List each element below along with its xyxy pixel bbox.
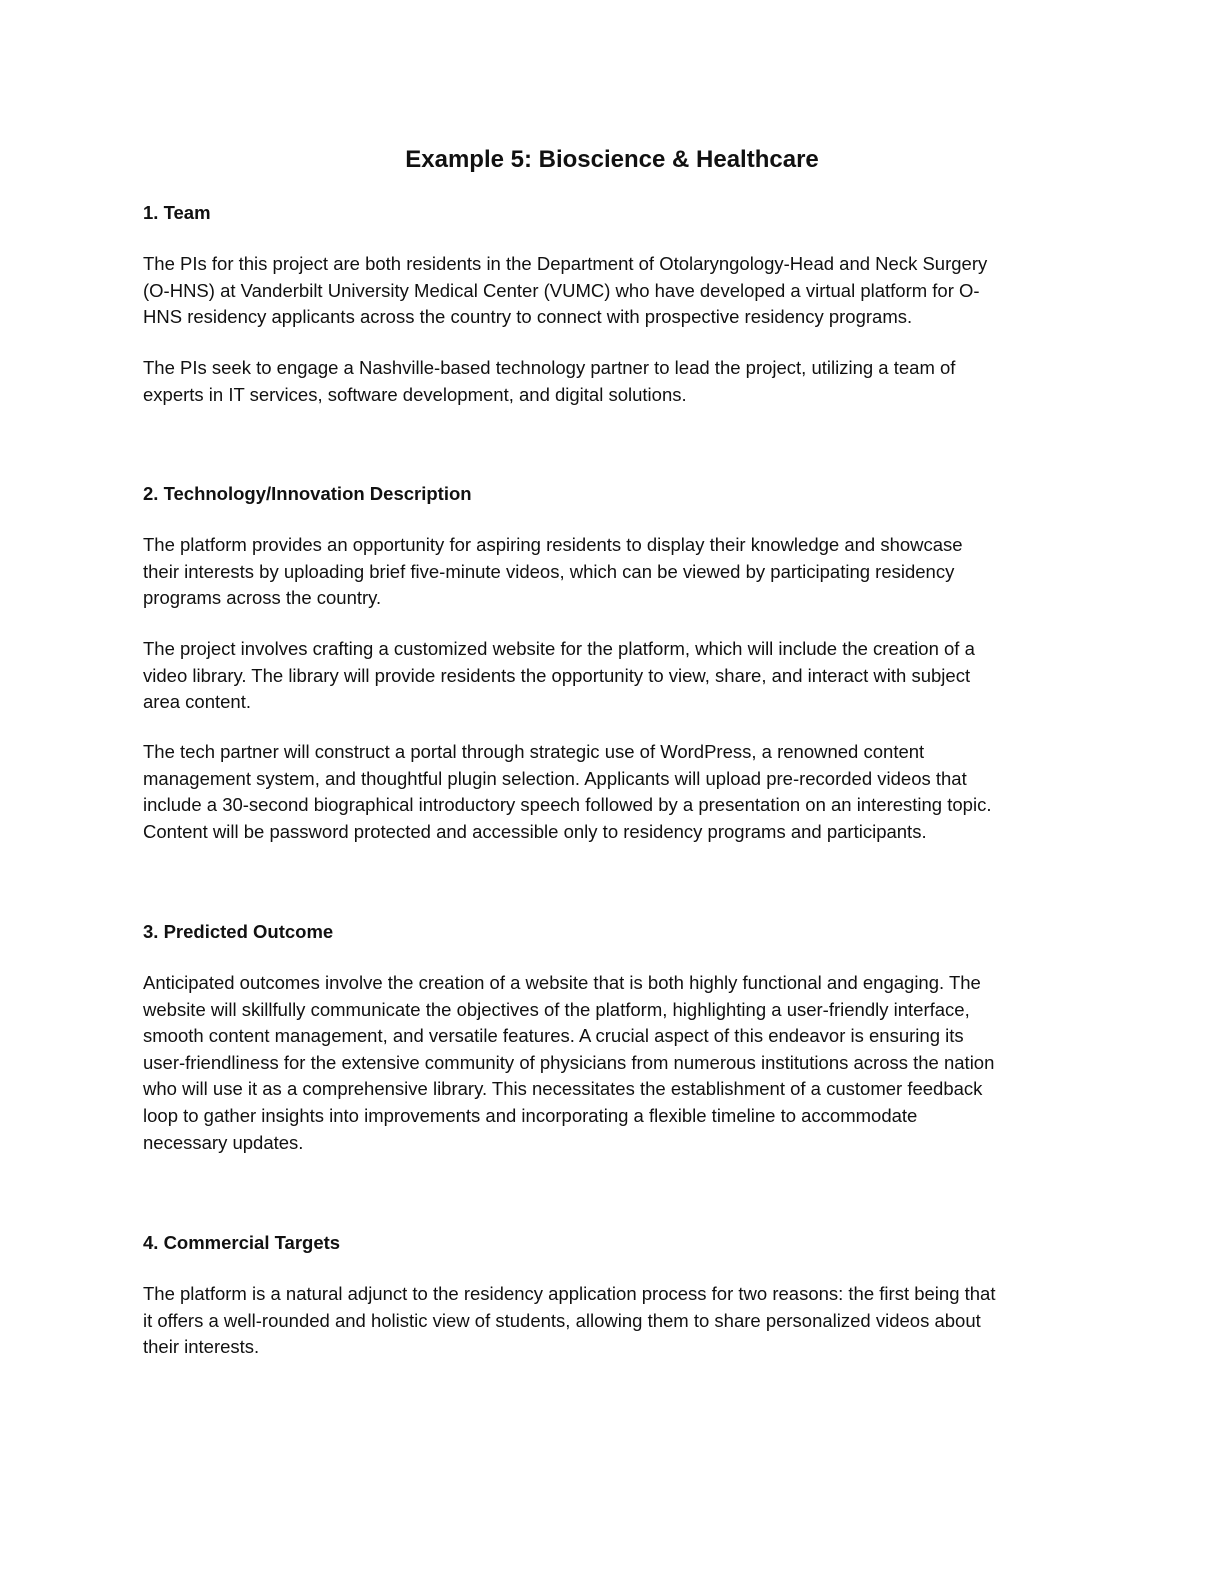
text-line: smooth content management, and versatile features. A crucial aspect of this endeavor is ensuring its [143, 1025, 964, 1047]
paragraph [143, 251, 1083, 331]
section-heading-commercial-targets: 4. Commercial Targets [143, 1232, 341, 1253]
text-line: management system, and thoughtful plugin selection. Applicants will upload pre-recorded videos that [143, 767, 967, 789]
text-line: user-friendliness for the extensive community of physicians from numerous institutions across the nation [143, 1051, 995, 1073]
text-line: HNS residency applicants across the country to connect with prospective residency programs. [143, 306, 913, 328]
section-heading-predicted-outcome: 3. Predicted Outcome [143, 921, 334, 942]
text-line: The platform provides an opportunity for aspiring residents to display their knowledge and showcase [143, 534, 963, 555]
paragraph [143, 532, 1083, 612]
text-line: necessary updates. [143, 1131, 304, 1153]
text-line: website will skillfully communicate the objectives of the platform, highlighting a user-friendly interface, [143, 998, 970, 1020]
text-line: experts in IT services, software development, and digital solutions. [143, 383, 687, 405]
text-line: their interests. [143, 1336, 260, 1358]
text-line: The PIs seek to engage a Nashville-based technology partner to lead the project, utilizing a team of [143, 357, 956, 378]
text-line: (O-HNS) at Vanderbilt University Medical Center (VUMC) who have developed a virtual platform for O- [143, 279, 980, 301]
section-heading-team: 1. Team [143, 202, 211, 223]
paragraph [143, 739, 1083, 845]
text-line: The platform is a natural adjunct to the residency application process for two reasons: the first being that [143, 1283, 996, 1304]
text-line: The tech partner will construct a portal through strategic use of WordPress, a renowned content [143, 741, 925, 762]
paragraph [143, 355, 1083, 408]
text-line: area content. [143, 691, 251, 713]
paragraph [143, 636, 1083, 716]
paragraph [143, 970, 1083, 1156]
text-line: video library. The library will provide residents the opportunity to view, share, and interact with subject [143, 664, 971, 686]
text-line: their interests by uploading brief five-minute videos, which can be viewed by participating residency [143, 560, 955, 582]
text-line: programs across the country. [143, 587, 382, 609]
text-line: The project involves crafting a customized website for the platform, which will include the creation of a [143, 638, 975, 659]
text-line: it offers a well-rounded and holistic view of students, allowing them to share personalized videos about [143, 1309, 981, 1331]
document-title: Example 5: Bioscience & Healthcare [405, 146, 819, 173]
text-line: Anticipated outcomes involve the creation of a website that is both highly functional and engaging. The [143, 972, 981, 993]
text-line: include a 30-second biographical introductory speech followed by a presentation on an interesting topic. [143, 794, 992, 816]
text-line: Content will be password protected and accessible only to residency programs and participants. [143, 820, 927, 842]
text-line: who will use it as a comprehensive library. This necessitates the establishment of a customer feedback [143, 1078, 983, 1100]
section-heading-technology: 2. Technology/Innovation Description [143, 483, 472, 504]
paragraph [143, 1281, 1083, 1361]
text-line: loop to gather insights into improvements and incorporating a flexible timeline to accommodate [143, 1104, 918, 1126]
text-line: The PIs for this project are both residents in the Department of Otolaryngology-Head and Neck Surgery [143, 253, 988, 274]
